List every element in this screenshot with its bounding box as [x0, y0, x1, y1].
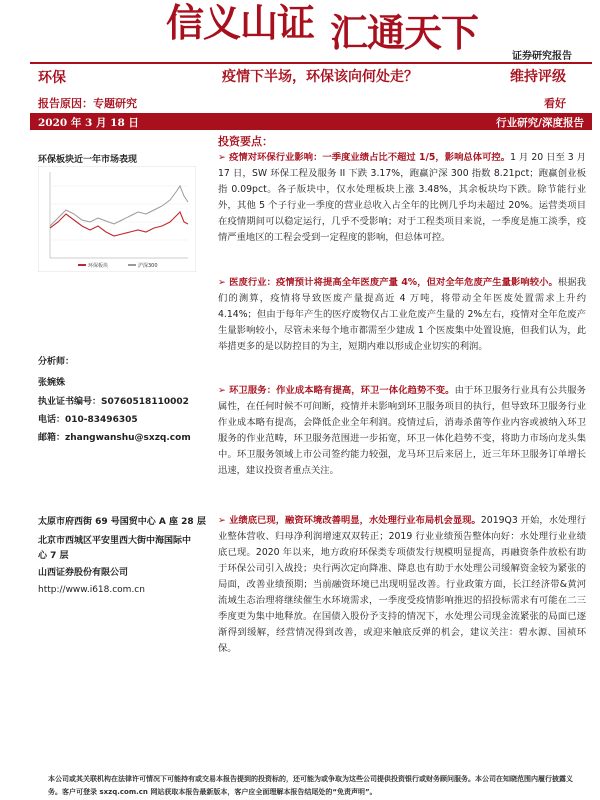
address-line1: 太原市府西街 69 号国贸中心 A 座 28 层 — [38, 517, 206, 527]
point-lead: 业绩底已现，融资环境改善明显，水处理行业布局机会显现。 — [229, 515, 481, 526]
legend-env: 环保板块 — [88, 263, 109, 269]
company-name: 山西证券股份有限公司 — [38, 568, 129, 578]
point-body: 由于环卫服务行业具有公共服务属性，在任何时候不可间断，疫情并未影响到环卫服务项目的执行，但导致环卫服务行业作业成本略有提高，会降低企业全年利润。疫情过后，消毒杀菌等作业内容或被纳入环卫服务的作业范畴，环卫服务范围进一步拓宽，环卫一体化趋势不变，将助力市场向龙头集中。环卫服务领域上市公司签约能力较强，龙马环卫后来居上，近三年环卫服务订单增长迅速，建议投资者重点关注。 — [218, 385, 586, 476]
legend-swatch-hs300 — [128, 264, 136, 266]
analyst-email[interactable]: 邮箱：zhangwanshu@sxzq.com — [38, 433, 191, 443]
address-line3: 心 7 层 — [38, 551, 69, 561]
brand-name-left: 信义山证 — [166, 0, 315, 45]
investment-points-title: 投资要点： — [218, 135, 273, 148]
bullet-arrow-icon: ➢ — [218, 152, 230, 163]
performance-chart — [38, 166, 196, 272]
report-tagline: 证券研究报告 — [512, 51, 572, 62]
point-epidemic-impact — [218, 150, 586, 246]
point-lead: 疫情对环保行业影响：一季度业绩占比不超过 1/5，影响总体可控。 — [229, 152, 511, 163]
chart-title: 环保板块近一年市场表现 — [38, 155, 138, 165]
analyst-heading: 分析师： — [38, 357, 75, 367]
point-sanitation — [218, 383, 586, 479]
analyst-phone: 电话：010-83496305 — [38, 415, 138, 425]
date-band — [30, 113, 592, 130]
company-website[interactable]: http://www.i618.com.cn — [38, 585, 145, 595]
disclaimer-footer: 本公司或其关联机构在法律许可情况下可能持有或交易本报告提到的投资标的，还可能为或争取为这些公司提供投资银行或财务顾问服务。本公司在知晓范围内履行披露义务。客户可登录 sxzq.com.cn 网站获取本报告最新版本，客户应全面理解本报告结尾处的“免责声明”。 — [48, 775, 573, 796]
address-line2: 北京市西城区平安里西大街中海国际中 — [38, 536, 192, 546]
point-body: 1 月 20 日至 3 月 17 日，SW 环保工程及服务 II 下跌 3.17%，跑赢沪深 300 指数 8.21pct；跑赢创业板指 0.09pct。各子版块中，仅水处理板块上涨 3.48%，其余板块均下跌。除节能行业外，其他 5 个子行业一季度的营业总收入占全年的比例几乎均未超过 20%。运营类项目在疫情期间可以稳定运行，几乎不受影响；对于工程类项目来说，一季度是施工淡季，疫情严重地区的工程会受到一定程度的影响，但总体可控。 — [218, 152, 587, 243]
legend-hs300: 沪深300 — [138, 263, 158, 269]
sub-rating: 看好 — [544, 97, 566, 110]
brand-name-right: 汇通天下 — [330, 10, 479, 55]
point-body: 2019Q3 开始，水处理行业整体营收、归母净利润增速双双转正；2019 行业业绩预告整体向好：水处理行业业绩底已现。2020 年以来，地方政府环保类专项债发行规模明显提高，再融资条件放松有助于环保公司引入战投；央行两次定向降准、降息也有助于水处理公司缓解资金较为紧张的局面，改善业绩预期；当前融资环境已出现明显改善。行业政策方面，长江经济带&黄河流域生态治理将继续催生水环境需求，一季度受疫情影响推迟的招投标需求有可能在二三季度更为集中地释放。在国债入股份予支持的情况下，水处理公司现金流紧张的局面已逐渐得到缓解，经营情况得到改善，或迎来触底反弹的机会，建议关注：碧水源、国祯环保。 — [218, 515, 586, 654]
report-headline: 疫情下半场，环保该向何处走？ — [222, 69, 418, 85]
legend-swatch-env — [78, 264, 86, 266]
point-water-treatment — [218, 513, 586, 657]
report-reason: 报告原因：专题研究 — [38, 97, 137, 110]
point-body: 根据我们的测算，疫情将导致医废产量提高近 4 万吨，将带动全年医废处置需求上升约 4.14%；但由于每年产生的医疗废物仅占工业危废产生量的 2%左右，疫情对全年危废产生量影响较小，尽管未来每个地市都需至少建成 1 个医废集中处置设施，但我们认为，此举措更多的是以防控目的为主，短期内难以形成企业切实的利润。 — [218, 277, 586, 352]
bullet-arrow-icon: ➢ — [218, 515, 230, 526]
report-type: 行业研究/深度报告 — [496, 117, 584, 129]
analyst-name: 张婉姝 — [38, 378, 66, 388]
report-date: 2020 年 3 月 18 日 — [38, 117, 139, 129]
bullet-arrow-icon: ➢ — [218, 277, 230, 288]
sector-label: 环保 — [38, 70, 66, 86]
bullet-arrow-icon: ➢ — [218, 385, 230, 396]
point-lead: 环卫服务：作业成本略有提高，环卫一体化趋势不变。 — [229, 385, 455, 396]
point-lead: 医废行业：疫情预计将提高全年医废产量 4%，但对全年危废产生量影响较小。 — [229, 277, 558, 288]
point-medical-waste — [218, 275, 586, 355]
rating-label: 维持评级 — [510, 69, 566, 85]
analyst-cert: 执业证书编号：S0760518110002 — [38, 397, 189, 407]
header-divider — [30, 62, 592, 64]
brand-banner — [118, 0, 588, 55]
